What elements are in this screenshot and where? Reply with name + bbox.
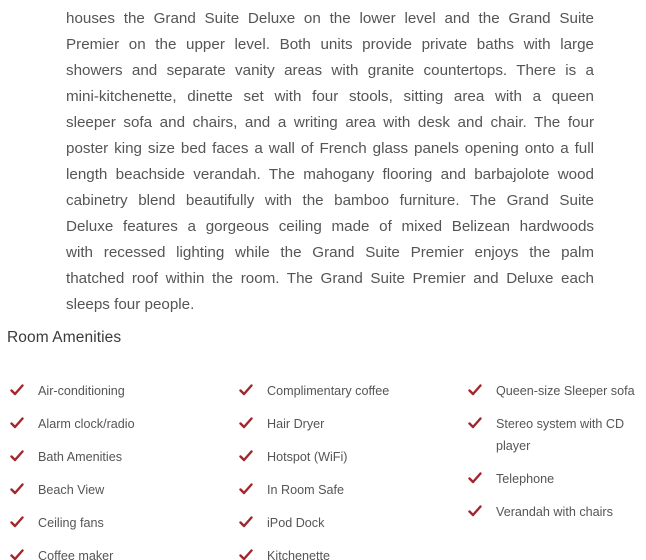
description-line: Deluxe features a gorgeous ceiling made of mixed Belizean hardwoods [66, 218, 594, 235]
amenity-label: Complimentary coffee [267, 384, 390, 398]
amenity-item [237, 380, 447, 402]
amenity-label: Ceiling fans [38, 516, 104, 530]
description-line: thatched roof within the room. The Grand Suite Premier and Deluxe each [66, 270, 594, 287]
description-line: length beachside verandah. The mahogany flooring and barbajolote wood [66, 166, 594, 183]
amenity-item [8, 380, 218, 402]
description-line: sleeps four people. [66, 296, 195, 313]
amenity-item [8, 413, 218, 435]
amenity-item [466, 380, 646, 402]
amenity-item [237, 512, 447, 534]
check-icon [468, 416, 482, 430]
amenity-label: Beach View [38, 483, 105, 497]
amenity-label: Bath Amenities [38, 450, 123, 464]
amenity-label: iPod Dock [267, 516, 325, 530]
amenity-item [8, 479, 218, 501]
amenity-item [466, 413, 646, 457]
description-line: showers and separate vanity areas with granite countertops. There is a [66, 62, 594, 79]
room-description [66, 6, 594, 318]
amenity-label: Hair Dryer [267, 417, 325, 431]
room-amenities-title: Room Amenities [7, 329, 122, 346]
check-icon [239, 383, 253, 397]
amenity-item [237, 413, 447, 435]
description-line: sleeper sofa and chairs, and a writing area with desk and chair. The four [66, 114, 594, 131]
check-icon [239, 548, 253, 560]
amenities-column-2 [237, 380, 447, 560]
check-icon [10, 449, 24, 463]
amenity-item [237, 545, 447, 560]
amenity-label: Kitchenette [267, 549, 331, 560]
check-icon [10, 482, 24, 496]
amenity-label: Hotspot (WiFi) [267, 450, 348, 464]
description-line: cabinetry blend beautifully with the bamboo furniture. The Grand Suite [66, 192, 594, 209]
amenity-item [8, 446, 218, 468]
amenity-label: Air-conditioning [38, 384, 125, 398]
check-icon [239, 515, 253, 529]
check-icon [239, 482, 253, 496]
amenity-item [8, 512, 218, 534]
check-icon [10, 383, 24, 397]
description-line: with recessed lighting while the Grand Suite Premier enjoys the palm [66, 244, 594, 261]
check-icon [10, 416, 24, 430]
amenity-item [466, 468, 646, 490]
amenity-label: Queen-size Sleeper sofa [496, 384, 635, 398]
amenity-label: Verandah with chairs [496, 505, 613, 519]
amenities-column-1 [8, 380, 218, 560]
amenity-label: Telephone [496, 472, 555, 486]
description-line: Premier on the upper level. Both units provide private baths with large [66, 36, 594, 53]
amenity-label: Alarm clock/radio [38, 417, 135, 431]
amenity-item [237, 479, 447, 501]
check-icon [468, 504, 482, 518]
check-icon [10, 548, 24, 560]
amenity-label: In Room Safe [267, 483, 345, 497]
check-icon [239, 416, 253, 430]
check-icon [239, 449, 253, 463]
amenity-item [466, 501, 646, 523]
amenity-item [237, 446, 447, 468]
amenity-label: Stereo system with CD player [496, 417, 625, 453]
description-line: poster king size bed faces a wall of French glass panels opening onto a full [66, 140, 594, 157]
description-line: mini-kitchenette, dinette set with four stools, sitting area with a queen [66, 88, 594, 105]
amenity-item [8, 545, 218, 560]
check-icon [10, 515, 24, 529]
description-line: houses the Grand Suite Deluxe on the lower level and the Grand Suite [66, 10, 594, 27]
amenity-label: Coffee maker [38, 549, 114, 560]
check-icon [468, 471, 482, 485]
amenities-column-3 [466, 380, 646, 534]
check-icon [468, 383, 482, 397]
